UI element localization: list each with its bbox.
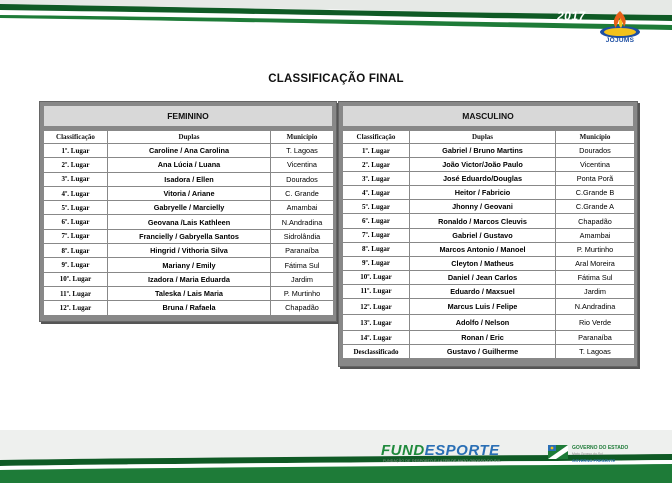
pair-cell: Marcos Antonio / Manoel — [410, 242, 556, 256]
table-row — [343, 284, 635, 298]
placement-cell: 6º. Lugar — [44, 215, 108, 229]
placement-cell: 5º. Lugar — [343, 200, 410, 214]
government-logo — [548, 443, 643, 465]
pair-cell: Ana Lúcia / Luana — [108, 158, 271, 172]
city-cell: Fátima Sul — [556, 270, 635, 284]
table-row — [343, 270, 635, 284]
city-cell: N.Andradina — [556, 299, 635, 315]
table-row — [44, 186, 334, 200]
table-row — [343, 144, 635, 158]
table-row — [44, 301, 334, 315]
placement-cell: Desclassificado — [343, 345, 410, 359]
placement-cell: 6º. Lugar — [343, 214, 410, 228]
column-header: Duplas — [410, 131, 556, 144]
city-cell: Amambai — [556, 228, 635, 242]
city-cell: Vicentina — [556, 158, 635, 172]
table-row — [44, 229, 334, 243]
placement-cell: 8º. Lugar — [343, 242, 410, 256]
city-cell: P. Murtinho — [271, 286, 334, 300]
table-row — [44, 258, 334, 272]
placement-cell: 2º. Lugar — [44, 158, 108, 172]
placement-cell: 9º. Lugar — [343, 256, 410, 270]
masculino-panel — [338, 101, 638, 367]
table-row — [343, 345, 635, 359]
pair-cell: Taleska / Lais Maria — [108, 286, 271, 300]
placement-cell: 8º. Lugar — [44, 244, 108, 258]
city-cell: Rio Verde — [556, 315, 635, 331]
column-header: Município — [556, 131, 635, 144]
table-row — [44, 201, 334, 215]
table-row — [44, 286, 334, 300]
table-row — [343, 242, 635, 256]
city-cell: Vicentina — [271, 158, 334, 172]
city-cell: Dourados — [271, 172, 334, 186]
fund-name-b: ESPORTE — [424, 442, 500, 459]
table-row — [44, 158, 334, 172]
city-cell: Paranaíba — [556, 331, 635, 345]
pair-cell: Ronan / Eric — [410, 331, 556, 345]
pair-cell: Bruna / Rafaela — [108, 301, 271, 315]
placement-cell: 2º. Lugar — [343, 158, 410, 172]
table-header-row — [44, 131, 334, 144]
placement-cell: 11º. Lugar — [343, 284, 410, 298]
column-header: Classificação — [343, 131, 410, 144]
placement-cell: 14º. Lugar — [343, 331, 410, 345]
pair-cell: Gabryelle / Marcielly — [108, 201, 271, 215]
table-row — [343, 315, 635, 331]
placement-cell: 10º. Lugar — [44, 272, 108, 286]
placement-cell: 12º. Lugar — [44, 301, 108, 315]
city-cell: Amambai — [271, 201, 334, 215]
placement-cell: 10º. Lugar — [343, 270, 410, 284]
placement-cell: 3º. Lugar — [343, 172, 410, 186]
city-cell: T. Lagoas — [556, 345, 635, 359]
table-row — [343, 172, 635, 186]
pair-cell: João Victor/João Paulo — [410, 158, 556, 172]
fundesporte-logo — [381, 442, 500, 459]
table-row — [343, 158, 635, 172]
fundesporte-tagline: FUNDAÇÃO DE DESPORTO E LAZER DE MATO GROSSO DO SUL — [383, 459, 502, 463]
page-title: CLASSIFICAÇÃO FINAL — [268, 73, 404, 85]
pair-cell: José Eduardo/Douglas — [410, 172, 556, 186]
pair-cell: Adolfo / Nelson — [410, 315, 556, 331]
placement-cell: 5º. Lugar — [44, 201, 108, 215]
city-cell: Ponta Porã — [556, 172, 635, 186]
state-flag-icon — [548, 445, 568, 459]
placement-cell: 1º. Lugar — [44, 144, 108, 158]
table-row — [44, 244, 334, 258]
city-cell: C. Grande — [271, 186, 334, 200]
city-cell: P. Murtinho — [556, 242, 635, 256]
city-cell: Jardim — [271, 272, 334, 286]
fund-name-a: FUND — [381, 442, 425, 459]
pair-cell: Gabriel / Bruno Martins — [410, 144, 556, 158]
pair-cell: Cleyton / Matheus — [410, 256, 556, 270]
city-cell: Chapadão — [556, 214, 635, 228]
pair-cell: Vitoria / Ariane — [108, 186, 271, 200]
table-row — [44, 272, 334, 286]
placement-cell: 13º. Lugar — [343, 315, 410, 331]
table-row — [44, 215, 334, 229]
placement-cell: 1º. Lugar — [343, 144, 410, 158]
column-header: Duplas — [108, 131, 271, 144]
city-cell: N.Andradina — [271, 215, 334, 229]
placement-cell: 4º. Lugar — [44, 186, 108, 200]
pair-cell: Gabriel / Gustavo — [410, 228, 556, 242]
logo-caption: JOJUMS — [605, 37, 635, 44]
table-row — [343, 299, 635, 315]
table-row — [343, 228, 635, 242]
pair-cell: Jhonny / Geovani — [410, 200, 556, 214]
city-cell: Aral Moreira — [556, 256, 635, 270]
event-year: 2017 — [557, 9, 586, 23]
placement-cell: 3º. Lugar — [44, 172, 108, 186]
pair-cell: Marcus Luis / Felipe — [410, 299, 556, 315]
pair-cell: Gustavo / Guilherme — [410, 345, 556, 359]
table-row — [343, 214, 635, 228]
masculino-heading: MASCULINO — [342, 105, 634, 127]
table-row — [343, 331, 635, 345]
masculino-table — [342, 130, 635, 359]
table-header-row — [343, 131, 635, 144]
table-row — [343, 200, 635, 214]
gov-line-3: GOVERNO PRESENTE — [572, 458, 616, 463]
placement-cell: 9º. Lugar — [44, 258, 108, 272]
pair-cell: Eduardo / Maxsuel — [410, 284, 556, 298]
city-cell: Sidrolândia — [271, 229, 334, 243]
feminino-table — [43, 130, 334, 316]
city-cell: Paranaíba — [271, 244, 334, 258]
pair-cell: Mariany / Emily — [108, 258, 271, 272]
placement-cell: 4º. Lugar — [343, 186, 410, 200]
table-row — [343, 186, 635, 200]
pair-cell: Hingrid / Vithoria Silva — [108, 244, 271, 258]
table-row — [343, 256, 635, 270]
pair-cell: Ronaldo / Marcos Cleuvis — [410, 214, 556, 228]
column-header: Município — [271, 131, 334, 144]
placement-cell: 11º. Lugar — [44, 286, 108, 300]
placement-cell: 12º. Lugar — [343, 299, 410, 315]
pair-cell: Heitor / Fabricio — [410, 186, 556, 200]
pair-cell: Isadora / Ellen — [108, 172, 271, 186]
pair-cell: Daniel / Jean Carlos — [410, 270, 556, 284]
feminino-panel — [39, 101, 337, 322]
pair-cell: Francielly / Gabryella Santos — [108, 229, 271, 243]
table-row — [44, 144, 334, 158]
table-row — [44, 172, 334, 186]
city-cell: C.Grande B — [556, 186, 635, 200]
city-cell: C.Grande A — [556, 200, 635, 214]
column-header: Classificação — [44, 131, 108, 144]
city-cell: T. Lagoas — [271, 144, 334, 158]
feminino-heading: FEMININO — [43, 105, 333, 127]
placement-cell: 7º. Lugar — [44, 229, 108, 243]
city-cell: Jardim — [556, 284, 635, 298]
gov-line-1: GOVERNO DO ESTADO — [572, 445, 629, 451]
pair-cell: Geovana /Lais Kathleen — [108, 215, 271, 229]
city-cell: Fátima Sul — [271, 258, 334, 272]
pair-cell: Caroline / Ana Carolina — [108, 144, 271, 158]
placement-cell: 7º. Lugar — [343, 228, 410, 242]
gov-line-2: Mato Grosso do Sul — [572, 452, 603, 456]
city-cell: Chapadão — [271, 301, 334, 315]
pair-cell: Izadora / Maria Eduarda — [108, 272, 271, 286]
city-cell: Dourados — [556, 144, 635, 158]
